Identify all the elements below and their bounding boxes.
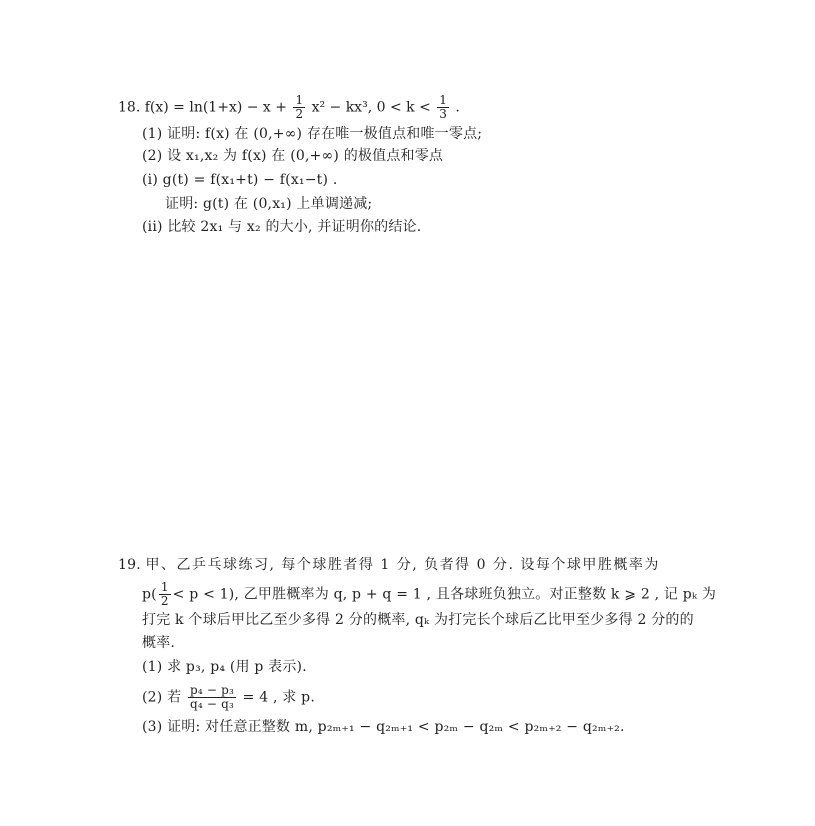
q18-part2-i-proof: 证明: g(t) 在 (0,x₁) 上单调递减;: [165, 196, 373, 212]
q19-part2: [142, 684, 315, 711]
q19-number: 19.: [118, 557, 141, 573]
q18-part2: (2) 设 x₁,x₂ 为 f(x) 在 (0,+∞) 的极值点和零点: [142, 148, 444, 164]
q18-stem: [118, 94, 460, 121]
q18-stem-b: x² − kx³, 0 < k <: [311, 99, 431, 116]
q19-frac-half: $\frac{1}{2}$: [160, 580, 169, 608]
q18-part1: (1) 证明: f(x) 在 (0,+∞) 存在唯一极值点和唯一零点;: [142, 126, 483, 142]
q18-stem-end: .: [455, 99, 460, 116]
q19-line2-b: < p < 1), 乙甲胜概率为 q, p + q = 1 , 且各球班负独立。对正整数 k ⩾ 2 , 记 pₖ 为: [172, 586, 717, 603]
q19-line4: 概率.: [142, 635, 176, 651]
q19-part2-b: = 4 , 求 p.: [242, 689, 315, 706]
q19-part2-a: (2) 若: [142, 689, 182, 706]
q18-number: 18.: [118, 99, 141, 116]
q18-stem-a: f(x) = ln(1+x) − x +: [144, 99, 288, 116]
q19-part2-fraction: $\frac{\text{p₄ − p₃}}{\text{q₄ − q₃}}$: [189, 683, 235, 711]
q19-part3: (3) 证明: 对任意正整数 m, p₂ₘ₊₁ − q₂ₘ₊₁ < p₂ₘ − q₂ₘ < p₂ₘ₊₂ − q₂ₘ₊₂.: [142, 719, 625, 735]
q18-part2-i: (i) g(t) = f(x₁+t) − f(x₁−t) .: [142, 172, 338, 188]
q18-frac-third: $\frac{1}{3}$: [439, 93, 447, 121]
q18-part2-ii: (ii) 比较 2x₁ 与 x₂ 的大小, 并证明你的结论.: [142, 219, 422, 235]
q19-line1: [118, 556, 660, 574]
q18-frac-half: $\frac{1}{2}$: [295, 93, 304, 121]
q19-line2: [142, 581, 716, 608]
q19-part1: (1) 求 p₃, p₄ (用 p 表示).: [142, 659, 307, 675]
q19-line2-a: p(: [142, 586, 157, 603]
q19-line1-text: 甲、乙乒乓球练习, 每个球胜者得 1 分, 负者得 0 分. 设每个球甲胜概率为: [145, 557, 660, 573]
q19-line3: 打完 k 个球后甲比乙至少多得 2 分的概率, qₖ 为打完长个球后乙比甲至少多得 2 分的的: [142, 612, 694, 628]
